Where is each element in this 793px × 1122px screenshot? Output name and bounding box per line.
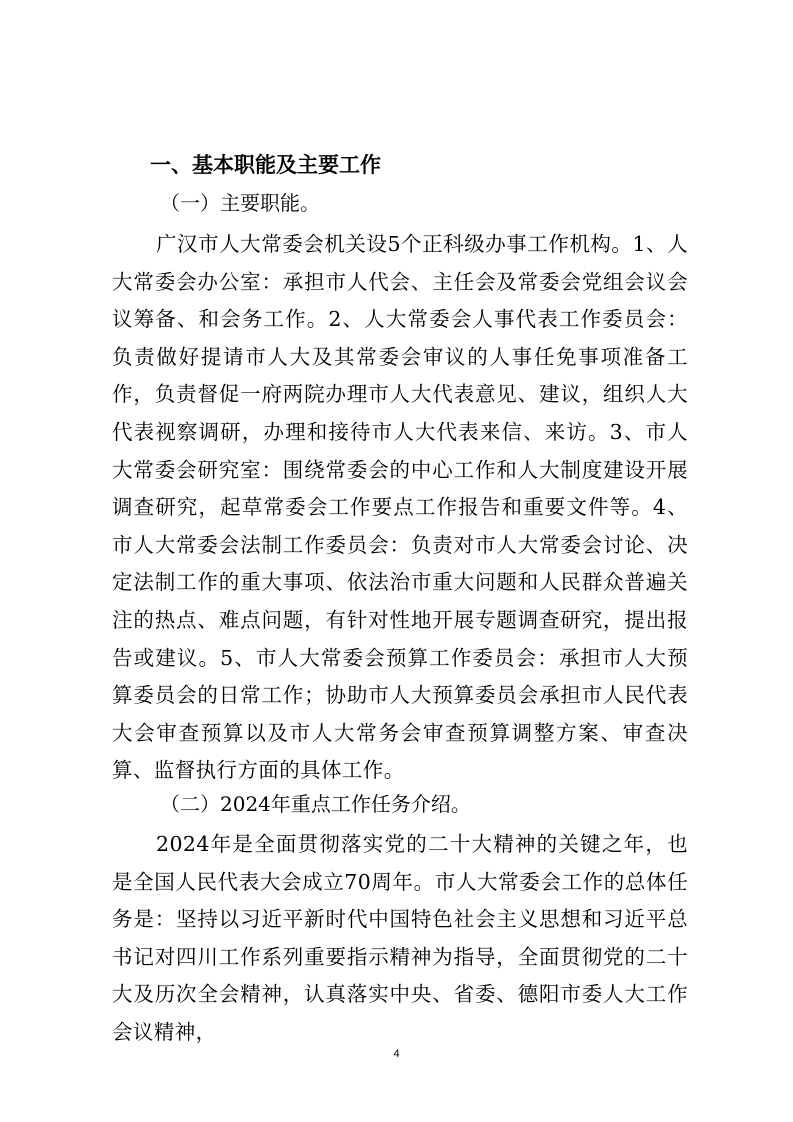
page-number: 4 xyxy=(393,1048,400,1060)
subsection-title-main-functions: （一）主要职能。 xyxy=(160,191,320,215)
paragraph-key-tasks: 2024年是全面贯彻落实党的二十大精神的关键之年，也是全国人民代表大会成立70周年。市人大常委会工作的总体任务是：坚持以习近平新时代中国特色社会主义思想和习近平总书记对四川工作系列重要指示精神为指导，全面贯彻党的二十大及历次全会精神，认真落实中央、省委、德阳市委人大工作会议精神， xyxy=(112,832,688,1044)
subsection-title-key-tasks: （二）2024年重点工作任务介绍。 xyxy=(160,792,471,816)
paragraph-main-functions: 广汉市人大常委会机关设5个正科级办事工作机构。1、人大常委会办公室：承担市人代会、主任会及常委会党组会议会议筹备、和会务工作。2、人大常委会人事代表工作委员会：负责做好提请市人大及其常委会审议的人事任免事项准备工作，负责督促一府两院办理市人大代表意见、建议，组织人大代表视察调研，办理和接待市人大代表来信、来访。3、市人大常委会研究室：围绕常委会的中心工作和人大制度建设开展调查研究，起草常委会工作要点工作报告和重要文件等。4、市人大常委会法制工作委员会：负责对市人大常委会讨论、决定法制工作的重大事项、依法治市重大问题和人民群众普遍关注的热点、难点问题，有针对性地开展专题调查研究，提出报告或建议。5、市人大常委会预算工作委员会：承担市人大预算委员会的日常工作；协助市人大预算委员会承担市人民代表大会审查预算以及市人大常务会审查预算调整方案、审查决算、监督执行方面的具体工作。 xyxy=(112,232,688,783)
section-heading: 一、基本职能及主要工作 xyxy=(150,153,381,177)
